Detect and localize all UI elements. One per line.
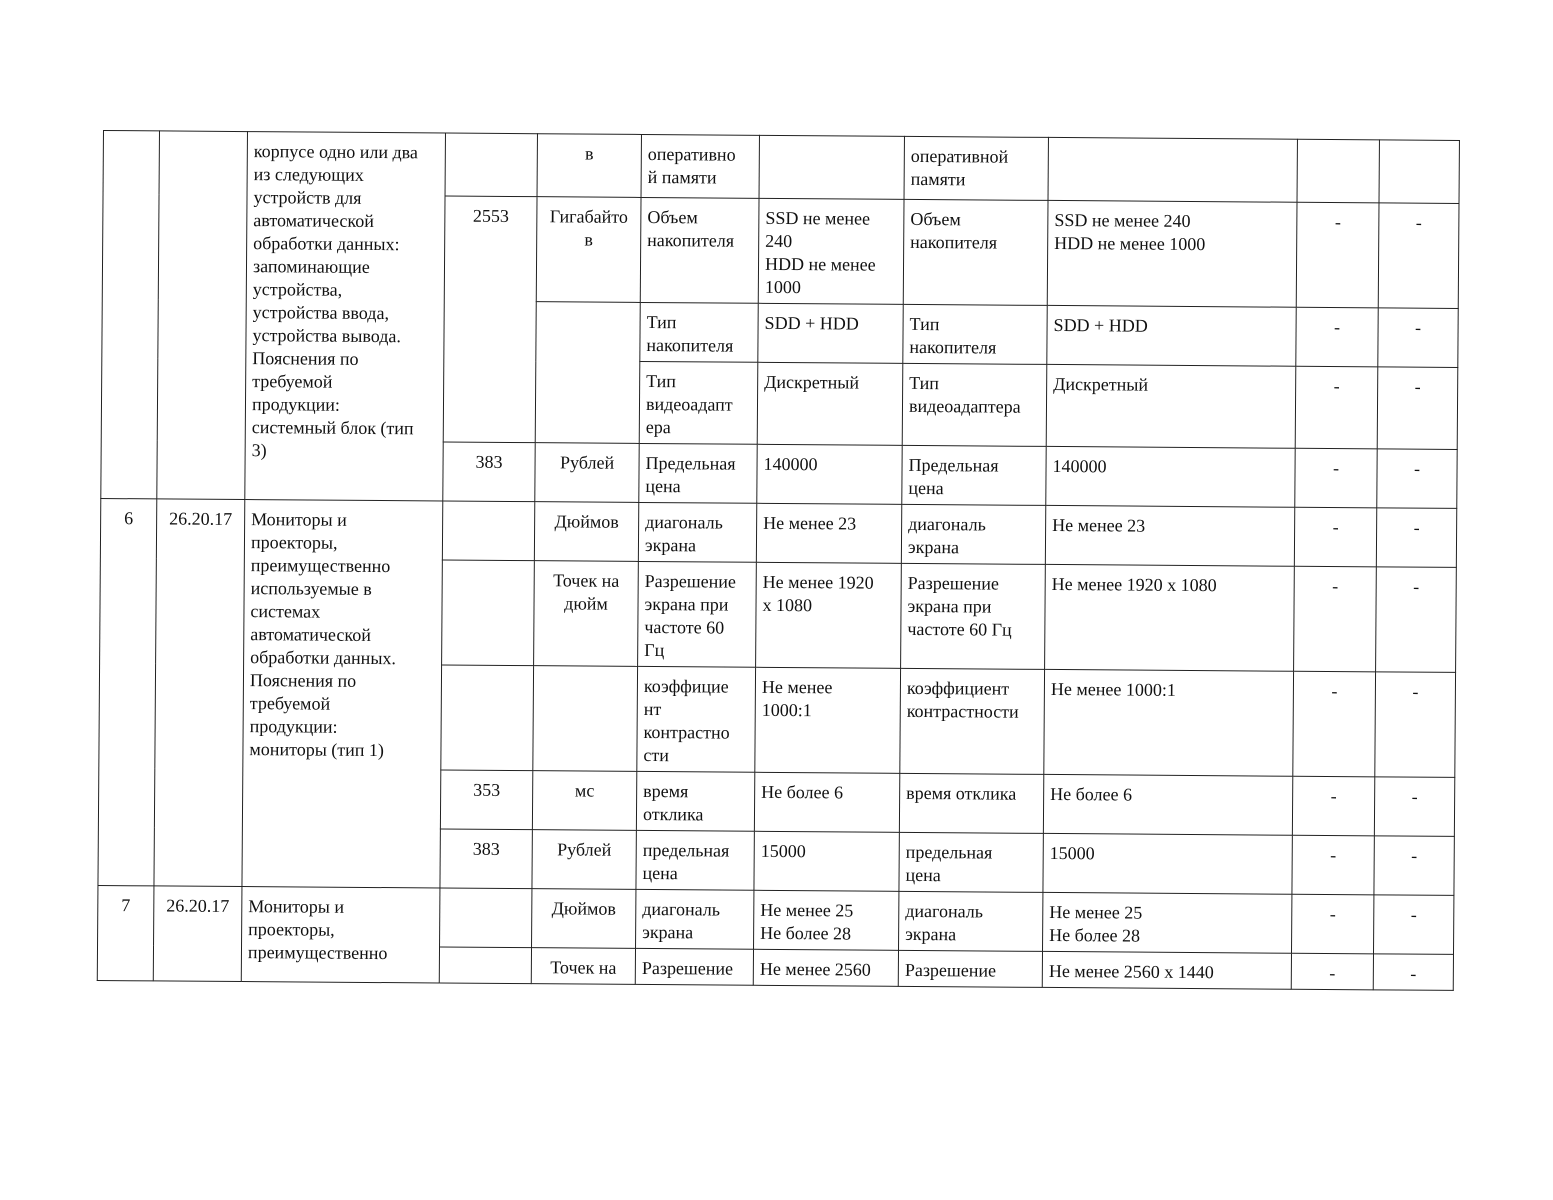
- parameter-cell-2: Тип видеоадаптера: [902, 363, 1047, 446]
- parameter-cell: Тип накопителя: [640, 302, 758, 362]
- extra-cell-2: -: [1378, 203, 1459, 309]
- extra-cell-2: -: [1373, 954, 1453, 991]
- unit-cell: в: [537, 134, 641, 198]
- extra-cell-1: -: [1293, 671, 1376, 777]
- parameter-cell: Разрешение: [635, 948, 753, 985]
- unit-cell: мс: [532, 771, 636, 831]
- extra-cell-1: -: [1295, 366, 1378, 449]
- value-cell-2: Не менее 23: [1045, 505, 1294, 566]
- parameter-cell-2: предельная цена: [899, 832, 1043, 892]
- extra-cell-1: -: [1292, 835, 1374, 895]
- extra-cell-1: -: [1294, 507, 1376, 567]
- extra-cell-1: -: [1296, 202, 1379, 308]
- parameter-cell: Предельная цена: [639, 443, 757, 503]
- extra-cell-2: -: [1376, 508, 1456, 568]
- okei-code-cell: 383: [443, 442, 535, 502]
- requirement-cell: Не менее 2560: [753, 949, 898, 986]
- parameter-cell-2: Объем накопителя: [903, 199, 1048, 305]
- requirement-cell: Не более 6: [754, 772, 899, 832]
- extra-cell-1: -: [1296, 307, 1378, 367]
- okei-code-cell: [439, 947, 531, 984]
- okei-code-cell: [442, 501, 534, 561]
- value-cell-2: Не более 6: [1043, 774, 1292, 835]
- parameter-cell: оперативно й памяти: [641, 134, 759, 198]
- value-cell-2: SSD не менее 240 HDD не менее 1000: [1047, 200, 1297, 307]
- okpd-code-cell: [157, 131, 248, 500]
- requirement-cell: SDD + HDD: [758, 303, 903, 363]
- parameter-cell-2: Предельная цена: [902, 445, 1046, 505]
- item-number-cell: [101, 131, 160, 499]
- item-number-cell: 6: [98, 498, 157, 885]
- extra-cell-2: -: [1377, 367, 1458, 450]
- table-row: [98, 885, 1454, 954]
- requirement-cell: SSD не менее 240 HDD не менее 1000: [758, 198, 904, 304]
- item-name-cell: Мониторы и проекторы, преимущественно используемые в системах автоматической обработки данных. Пояснения по требуемой продукции: мониторы (тип 1): [242, 500, 443, 888]
- value-cell-2: 140000: [1046, 446, 1295, 507]
- value-cell-2: Не менее 1920 х 1080: [1045, 564, 1295, 671]
- table-row: [100, 498, 1456, 567]
- extra-cell-2: -: [1374, 777, 1454, 837]
- parameter-cell-2: диагональ экрана: [901, 504, 1045, 564]
- okpd-code-cell: 26.20.17: [154, 499, 245, 887]
- parameter-cell: предельная цена: [636, 830, 754, 890]
- unit-cell: Точек на: [531, 948, 635, 985]
- unit-cell: [533, 666, 638, 772]
- parameter-cell: время отклика: [636, 771, 754, 831]
- unit-cell: Точек на дюйм: [534, 561, 639, 667]
- extra-cell-1: -: [1292, 776, 1374, 836]
- value-cell-2: Не менее 2560 х 1440: [1042, 951, 1291, 989]
- requirement-cell: Не менее 1920 х 1080: [756, 562, 902, 668]
- extra-cell-2: -: [1375, 672, 1456, 778]
- parameter-cell-2: время отклика: [899, 773, 1043, 833]
- parameter-cell-2: Разрешение экрана при частоте 60 Гц: [901, 563, 1046, 669]
- specification-table: [97, 130, 1460, 991]
- extra-cell-2: -: [1376, 567, 1457, 673]
- extra-cell-2: -: [1377, 449, 1457, 509]
- extra-cell-2: -: [1374, 836, 1454, 896]
- parameter-cell-2: Тип накопителя: [903, 304, 1047, 364]
- requirement-cell: 140000: [757, 444, 902, 504]
- parameter-cell-2: оперативной памяти: [904, 136, 1048, 200]
- extra-cell-1: -: [1291, 953, 1373, 990]
- requirement-cell: [759, 135, 904, 199]
- parameter-cell-2: Разрешение: [898, 950, 1042, 987]
- requirement-cell: 15000: [754, 831, 899, 891]
- okei-code-cell: [441, 665, 534, 771]
- item-name-cell: корпусе одно или два из следующих устройств для автоматической обработки данных: запоминающие устройства, устройства ввода, устройства вывода. Пояснения по требуемой продукции: системный блок (тип 3): [245, 132, 446, 501]
- okei-code-cell: [442, 560, 535, 666]
- unit-cell: Гигабайто в: [536, 197, 641, 303]
- parameter-cell-2: диагональ экрана: [899, 891, 1043, 951]
- unit-cell: Рублей: [532, 830, 636, 890]
- unit-cell: Дюймов: [532, 889, 636, 949]
- value-cell-2: Не менее 25 Не более 28: [1043, 892, 1292, 953]
- requirement-cell: Не менее 23: [756, 503, 901, 563]
- parameter-cell: Разрешение экрана при частоте 60 Гц: [638, 561, 757, 667]
- value-cell-2: 15000: [1043, 833, 1292, 894]
- okei-code-cell: 353: [440, 770, 532, 830]
- parameter-cell: Тип видеоадапт ера: [639, 361, 758, 444]
- parameter-cell-2: коэффициент контрастности: [900, 668, 1045, 774]
- parameter-cell: диагональ экрана: [638, 502, 756, 562]
- unit-cell: Дюймов: [534, 502, 638, 562]
- extra-cell-1: [1297, 139, 1379, 203]
- requirement-cell: Не менее 1000:1: [755, 667, 901, 773]
- item-number-cell: 7: [97, 885, 154, 980]
- requirement-cell: Не менее 25 Не более 28: [754, 890, 899, 950]
- okpd-code-cell: 26.20.17: [153, 886, 242, 982]
- unit-cell: [535, 302, 640, 444]
- extra-cell-2: [1379, 140, 1459, 204]
- okei-code-cell: [445, 133, 537, 197]
- value-cell-2: Дискретный: [1046, 364, 1296, 448]
- item-name-cell: Мониторы и проекторы, преимущественно: [241, 887, 440, 983]
- parameter-cell: коэффицие нт контрастно сти: [637, 666, 756, 772]
- requirement-cell: Дискретный: [757, 362, 903, 445]
- extra-cell-1: -: [1294, 566, 1377, 672]
- extra-cell-2: -: [1378, 308, 1458, 368]
- table-row: [103, 131, 1459, 204]
- okei-code-cell: 2553: [443, 196, 537, 443]
- value-cell-2: [1048, 137, 1297, 202]
- okei-code-cell: 383: [440, 829, 532, 889]
- extra-cell-1: -: [1295, 448, 1377, 508]
- extra-cell-2: -: [1373, 895, 1453, 955]
- value-cell-2: SDD + HDD: [1047, 305, 1296, 366]
- parameter-cell: Объем накопителя: [640, 197, 759, 303]
- okei-code-cell: [440, 888, 532, 948]
- value-cell-2: Не менее 1000:1: [1044, 669, 1294, 776]
- unit-cell: Рублей: [535, 443, 639, 503]
- parameter-cell: диагональ экрана: [636, 889, 754, 949]
- extra-cell-1: -: [1291, 894, 1373, 954]
